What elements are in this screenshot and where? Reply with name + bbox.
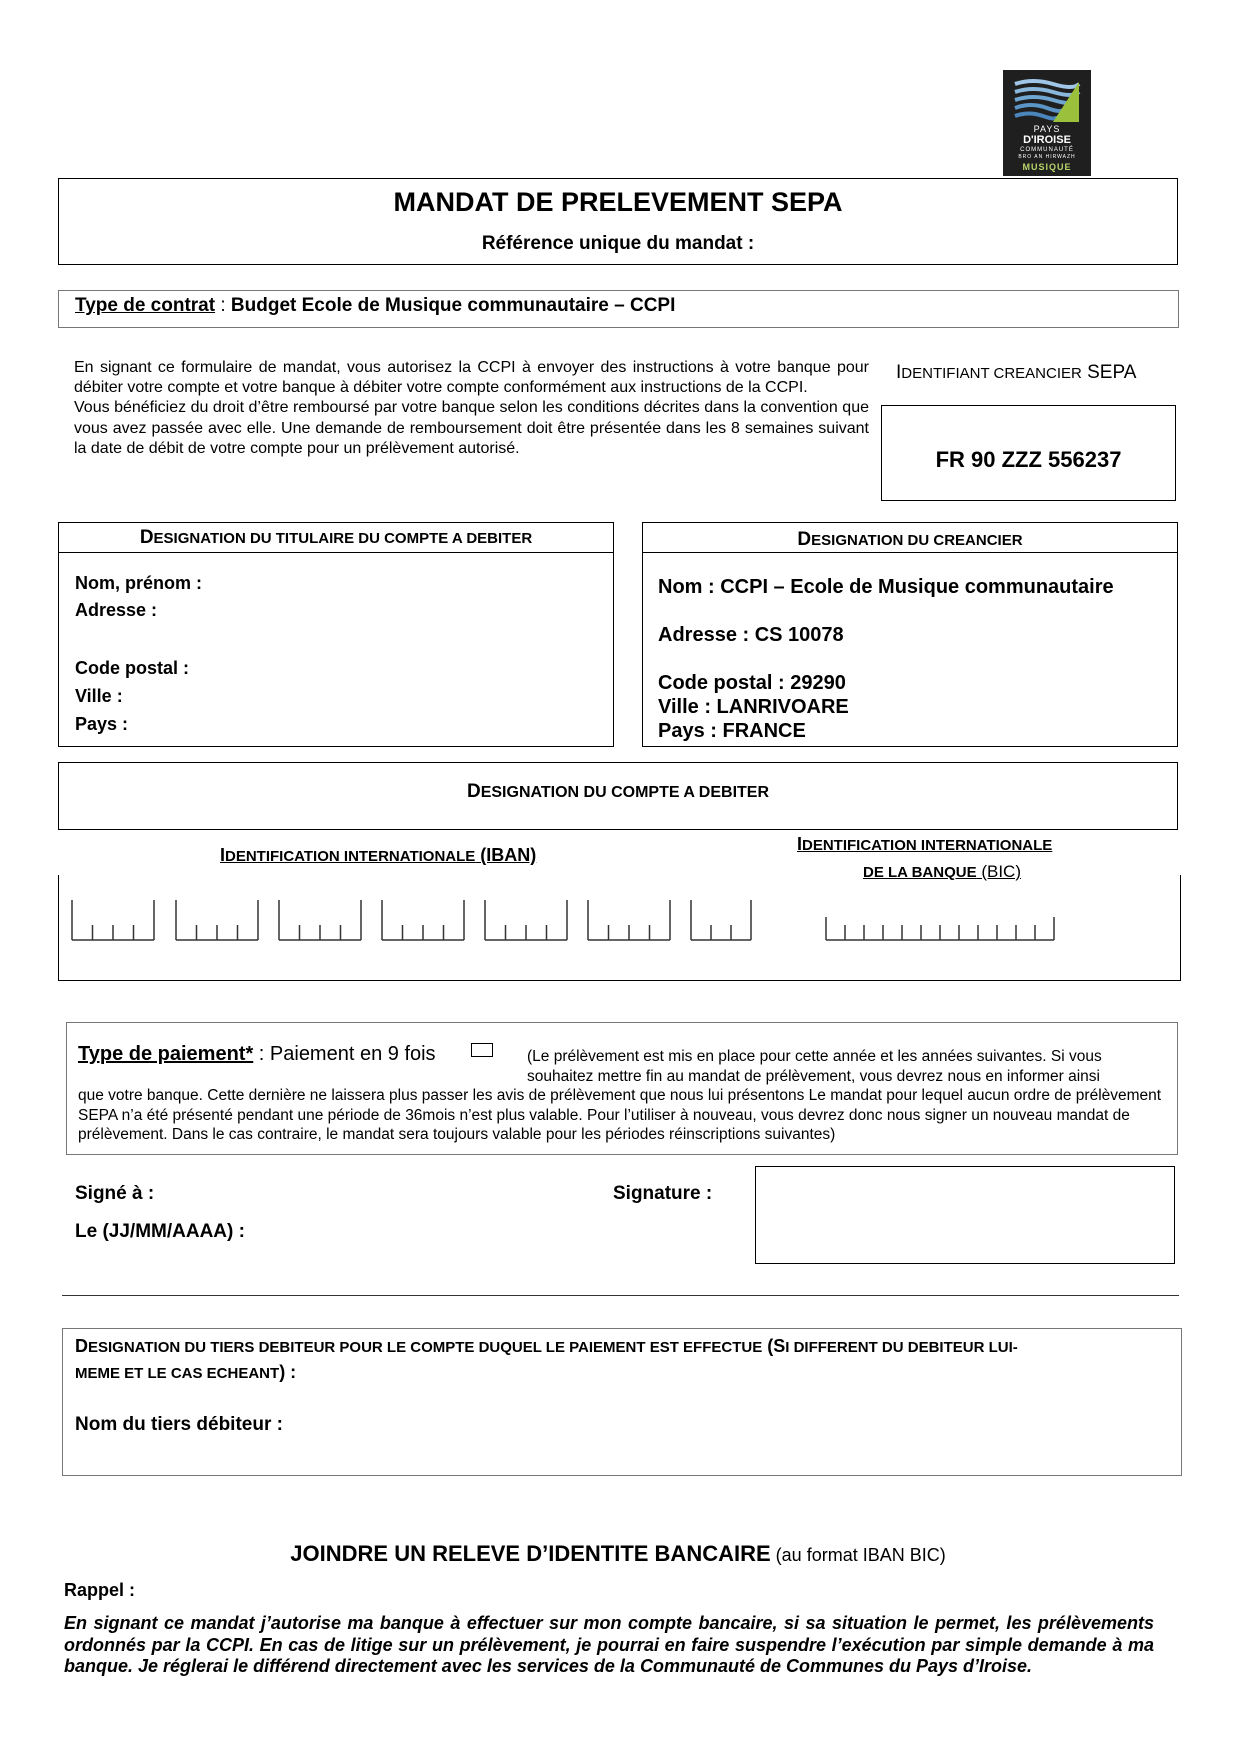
creditor-heading-initial: D: [797, 529, 812, 550]
payment-9x-checkbox[interactable]: [471, 1043, 493, 1057]
section-divider: [62, 1295, 1179, 1296]
signed-at-field[interactable]: Signé à :: [75, 1183, 155, 1204]
third-party-heading-paren: (: [762, 1336, 774, 1356]
reminder-text: En signant ce mandat j’autorise ma banque à effectuer sur mon compte bancaire, si sa situation le permet, les prélèvements ordonnés par la CCPI. En cas de litige sur un prélèvement, je pourrai en faire suspendre l’exécution par simple demande à ma banque. Je réglerai le différend directement avec les services de la Communauté de Communes du Pays d’Iroise.: [64, 1613, 1154, 1676]
third-party-heading-rest: ESIGNATION DU TIERS DEBITEUR POUR LE COMPTE DUQUEL LE PAIEMENT EST EFFECTUE: [88, 1339, 763, 1356]
payment-type-line: [78, 1043, 436, 1066]
payment-type-separator: :: [253, 1043, 270, 1065]
debtor-name-field[interactable]: Nom, prénom :: [75, 573, 203, 593]
payment-type-label: Type de paiement*: [78, 1043, 254, 1065]
debtor-heading-divider: [58, 552, 614, 553]
payment-note-rest: que votre banque. Cette dernière ne laissera plus passer les avis de prélèvement que nous lui présentons Le mandat pour lequel aucun ordre de prélèvement SEPA n’a été présenté pendant une période de 36mois n’est plus valable. Pour l’utiliser à nouveau, vous devrez donc nous signer un nouveau mandat de prélèvement. Dans le cas contraire, le mandat sera toujours valable pour les périodes réinscriptions suivantes): [78, 1087, 1162, 1143]
debtor-address-field[interactable]: Adresse :: [75, 600, 158, 620]
debtor-postcode-field[interactable]: Code postal :: [75, 658, 190, 678]
logo-text-iroise: D'IROISE: [1023, 134, 1071, 146]
rib-instruction-sub: (au format IBAN BIC): [770, 1545, 946, 1565]
contract-type-separator: :: [215, 295, 231, 316]
logo-waves-graphic: [1013, 78, 1081, 124]
mandate-reference-label: Référence unique du mandat :: [481, 233, 755, 254]
logo-text-pays: PAYS: [1033, 124, 1061, 134]
debtor-country-field[interactable]: Pays :: [75, 714, 129, 734]
bic-label-line1: [797, 834, 1052, 855]
payment-note-first: (Le prélèvement est mis en place pour cette année et les années suivantes. Si vous souhaitez mettre fin au mandat de prélèvement, vous devrez nous en informer ainsi: [527, 1048, 1102, 1085]
creditor-id-label-tail: SEPA: [1081, 362, 1137, 383]
iban-label-rest: DENTIFICATION INTERNATIONALE: [225, 848, 476, 865]
third-party-name-field[interactable]: Nom du tiers débiteur :: [75, 1414, 283, 1435]
account-heading: [58, 781, 1178, 803]
rib-instruction: [58, 1541, 1178, 1567]
debtor-heading: [58, 527, 614, 549]
bic-label-tail: (BIC): [976, 862, 1021, 881]
creditor-id-value: FR 90 ZZZ 556237: [935, 447, 1122, 472]
logo: [1003, 70, 1091, 176]
third-party-heading-initial: D: [75, 1336, 88, 1356]
creditor-id-label-initial: I: [896, 362, 902, 383]
debtor-city-field[interactable]: Ville :: [75, 686, 123, 706]
contract-type-value: Budget Ecole de Musique communautaire – CCPI: [230, 295, 676, 316]
date-field[interactable]: Le (JJ/MM/AAAA) :: [75, 1221, 245, 1242]
intro-paragraph-2: Vous bénéficiez du droit d’être remboursé par votre banque selon les conditions décrites dans la convention que vous avez passée avec elle. Une demande de remboursement doit être présentée dans les 8 semaines suivant la date de débit de votre compte pour un prélèvement autorisé.: [74, 399, 869, 457]
rib-instruction-main: JOINDRE UN RELEVE D’IDENTITE BANCAIRE: [290, 1541, 771, 1566]
logo-text-communaute: COMMUNAUTÉ: [1020, 147, 1074, 153]
bic-label-rest: DENTIFICATION INTERNATIONALE: [802, 837, 1053, 854]
creditor-name: Nom : CCPI – Ecole de Musique communautaire: [658, 576, 1114, 598]
creditor-id-label-rest: DENTIFIANT CREANCIER: [901, 365, 1082, 382]
logo-text-musique: MUSIQUE: [1022, 162, 1072, 172]
contract-type-line: [75, 295, 675, 317]
payment-type-value: Paiement en 9 fois: [269, 1043, 436, 1065]
third-party-heading-line2: MEME ET LE CAS ECHEANT: [75, 1365, 280, 1382]
third-party-heading-s: S: [773, 1336, 786, 1356]
bic-label-bank: DE LA BANQUE: [862, 864, 977, 881]
creditor-heading-divider: [642, 552, 1178, 553]
intro-text: [74, 358, 869, 459]
account-heading-initial: D: [466, 781, 481, 802]
debtor-heading-rest: ESIGNATION DU TITULAIRE DU COMPTE A DEBITER: [153, 530, 533, 547]
creditor-address: Adresse : CS 10078: [658, 624, 844, 646]
signature-label: Signature :: [613, 1183, 713, 1204]
third-party-heading-mid: I DIFFERENT DU DEBITEUR LUI-: [785, 1339, 1018, 1356]
debtor-box: [58, 522, 614, 747]
iban-label: [220, 845, 536, 866]
bic-label-initial: I: [797, 834, 803, 854]
third-party-heading-end: ) :: [279, 1362, 297, 1382]
third-party-heading: [75, 1334, 1170, 1386]
iban-label-initial: I: [220, 845, 226, 865]
debtor-heading-initial: D: [139, 527, 154, 548]
account-heading-rest: ESIGNATION DU COMPTE A DEBITER: [480, 784, 770, 801]
page-title: MANDAT DE PRELEVEMENT SEPA: [393, 187, 843, 217]
creditor-id-label: [896, 362, 1136, 384]
creditor-postcode: Code postal : 29290: [658, 672, 846, 694]
creditor-country: Pays : FRANCE: [658, 720, 806, 742]
iban-bic-input-grid[interactable]: [58, 880, 1178, 950]
iban-input-boxes[interactable]: [72, 900, 751, 940]
reminder-title: Rappel :: [64, 1580, 136, 1600]
bic-input-boxes[interactable]: [826, 917, 1054, 940]
intro-paragraph-1: En signant ce formulaire de mandat, vous autorisez la CCPI à envoyer des instructions à votre banque pour débiter votre compte et votre banque à débiter votre compte conformément aux instructions de la CCPI.: [74, 359, 869, 397]
logo-text-breton: BRO AN HIRWAZH: [1018, 154, 1076, 160]
creditor-heading: [642, 529, 1178, 551]
creditor-heading-rest: ESIGNATION DU CREANCIER: [811, 532, 1023, 549]
contract-type-label: Type de contrat: [75, 295, 216, 316]
iban-label-tail: (IBAN): [475, 845, 537, 865]
signature-box[interactable]: [755, 1166, 1175, 1264]
creditor-city: Ville : LANRIVOARE: [658, 696, 849, 718]
